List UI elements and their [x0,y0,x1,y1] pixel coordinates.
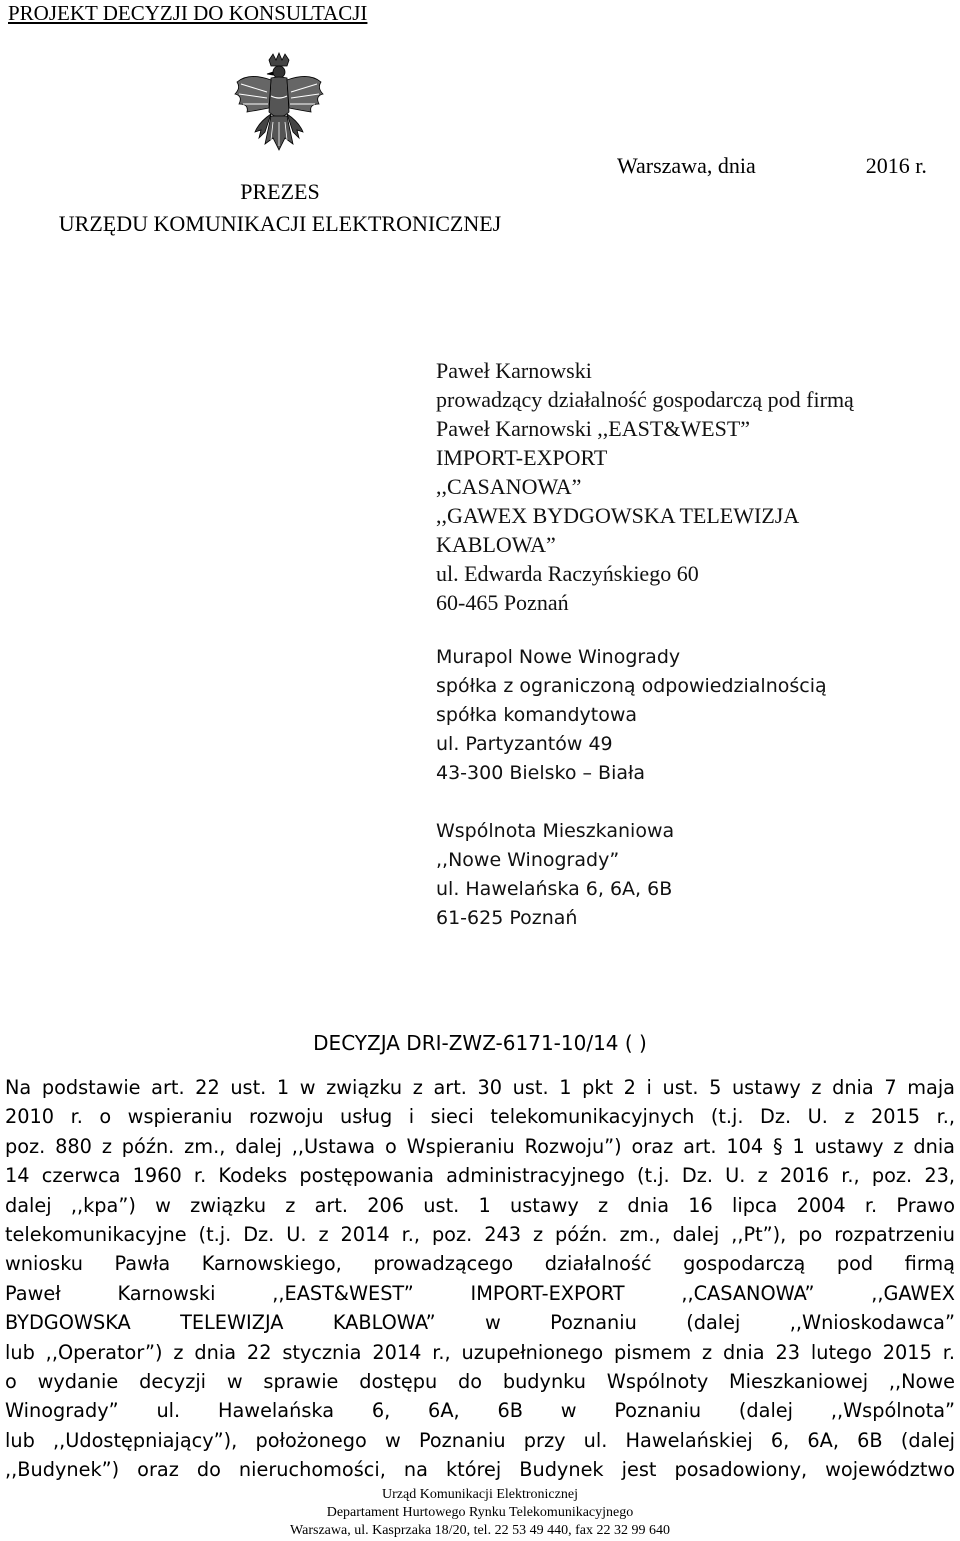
issuer-title: PREZES [240,179,320,204]
recipient-line: Paweł Karnowski [436,358,592,383]
recipient-line: prowadzący działalność gospodarczą pod firmą [436,387,854,412]
decision-title: DECYZJA DRI-ZWZ-6171-10/14 ( ) [313,1031,647,1055]
recipient-line: spółka z ograniczoną odpowiedzialnością [436,675,827,697]
recipient-line: ul. Hawelańska 6, 6A, 6B [436,878,673,900]
recipient-line: 60-465 Poznań [436,590,569,615]
body-line: dalej ,,kpa”) w związku z art. 206 ust. 1 ustawy z dnia 16 lipca 2004 r. Prawo [5,1193,955,1217]
draft-banner: PROJEKT DECYZJI DO KONSULTACJI [8,1,368,25]
recipient-line: ,,GAWEX BYDGOWSKA TELEWIZJA [436,503,800,528]
polish-eagle-emblem [229,52,329,172]
body-line: lub ,,Udostępniający”), położonego w Poznaniu przy ul. Hawelańskiej 6, 6A, 6B (dalej [5,1428,955,1452]
body-line: wniosku Pawła Karnowskiego, prowadzącego działalność gospodarczą pod firmą [5,1252,955,1276]
recipient-murapol [436,643,956,788]
body-line: 14 czerwca 1960 r. Kodeks postępowania administracyjnego (t.j. Dz. U. z 2016 r., poz. 23, [5,1164,955,1188]
recipient-line: 43-300 Bielsko – Biała [436,762,646,784]
recipient-line: ul. Edwarda Raczyńskiego 60 [436,561,699,586]
body-line: Winogrady” ul. Hawelańska 6, 6A, 6B w Poznaniu (dalej ,,Wspólnota” [5,1399,955,1423]
body-line: ,,Budynek”) oraz do nieruchomości, na której Budynek jest posadowiony, województwo [5,1458,955,1482]
date-line [617,152,927,180]
recipient-line: ,,CASANOWA” [436,474,582,499]
recipient-line: KABLOWA” [436,532,556,557]
body-line: Paweł Karnowski ,,EAST&WEST” IMPORT-EXPORT ,,CASANOWA” ,,GAWEX [5,1281,955,1305]
recipient-line: 61-625 Poznań [436,907,578,929]
date-prefix: Warszawa, dnia [617,153,756,178]
footer-office: Urząd Komunikacji Elektronicznej [382,1487,578,1502]
recipient-line: Murapol Nowe Winogrady [436,646,681,668]
footer-department: Departament Hurtowego Rynku Telekomunikacyjnego [326,1505,634,1520]
recipient-line: ,,Nowe Winogrady” [436,849,620,871]
body-line: telekomunikacyjne (t.j. Dz. U. z 2014 r., poz. 243 z późn. zm., dalej ,,Pt”), po rozpatrzeniu [5,1222,955,1246]
recipient-wspolnota [436,817,956,933]
body-line: o wydanie decyzji w sprawie dostępu do budynku Wspólnoty Mieszkaniowej ,,Nowe [5,1369,955,1393]
footer-address: Warszawa, ul. Kasprzaka 18/20, tel. 22 53 49 440, fax 22 32 99 640 [290,1523,670,1538]
body-line: 2010 r. o wspieraniu rozwoju usług i sieci telekomunikacyjnych (t.j. Dz. U. z 2015 r., [5,1105,955,1129]
recipient-line: IMPORT-EXPORT [436,445,608,470]
body-line: poz. 880 z późn. zm., dalej ,,Ustawa o Wspieraniu Rozwoju”) oraz art. 104 § 1 ustawy z dnia [5,1134,955,1158]
issuer-office: URZĘDU KOMUNIKACJI ELEKTRONICZNEJ [58,211,502,236]
body-line: Na podstawie art. 22 ust. 1 w związku z art. 30 ust. 1 pkt 2 i ust. 5 ustawy z dnia 7 maja [5,1076,955,1099]
body-line: BYDGOWSKA TELEWIZJA KABLOWA” w Poznaniu (dalej ,,Wnioskodawca” [5,1311,955,1335]
page-footer [0,1486,960,1540]
body-line: lub ,,Operator”) z dnia 22 stycznia 2014 r., uzupełnionego pismem z dnia 23 lutego 2015 r. [5,1340,955,1364]
recipient-line: ul. Partyzantów 49 [436,733,613,755]
decision-body [5,1073,955,1484]
issuer-block [0,176,560,240]
recipient-line: Wspólnota Mieszkaniowa [436,820,675,842]
recipient-karnowski [436,356,956,617]
recipient-line: spółka komandytowa [436,704,638,726]
recipient-line: Paweł Karnowski ,,EAST&WEST” [436,416,751,441]
date-year: 2016 r. [865,153,927,178]
